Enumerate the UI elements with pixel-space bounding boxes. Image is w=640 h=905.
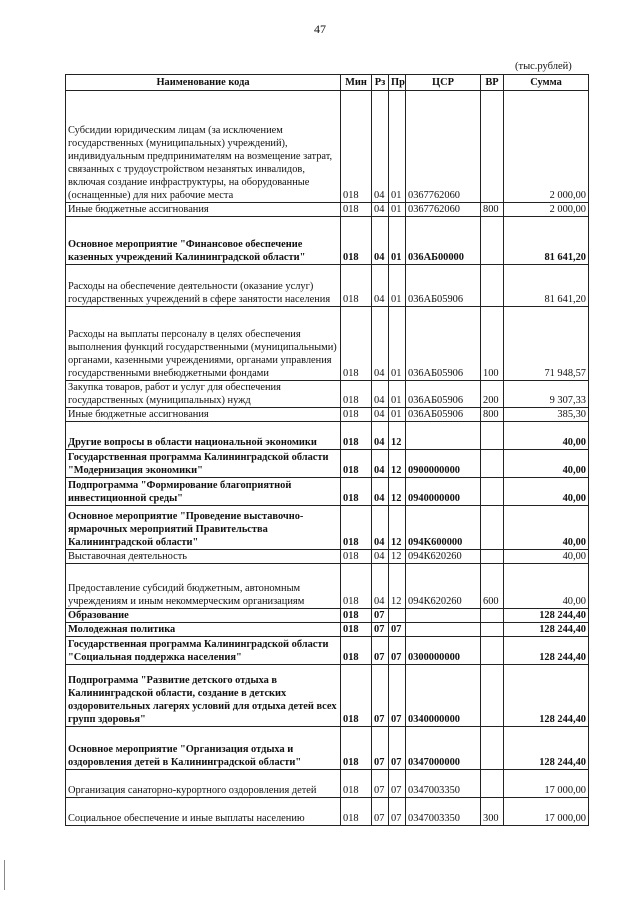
table-row (66, 408, 589, 422)
row-rz: 04 (372, 506, 389, 550)
row-rz: 04 (372, 381, 389, 408)
row-vr (481, 91, 504, 203)
row-name: Основное мероприятие "Финансовое обеспечение казенных учреждений Калининградской области" (66, 217, 341, 265)
row-pr: 12 (389, 478, 406, 506)
row-csr: 0347003350 (406, 770, 481, 798)
row-min: 018 (341, 637, 372, 665)
row-pr: 01 (389, 203, 406, 217)
row-vr (481, 265, 504, 307)
row-rz: 04 (372, 203, 389, 217)
row-rz: 07 (372, 609, 389, 623)
table-row (66, 422, 589, 450)
row-vr (481, 623, 504, 637)
row-rz: 07 (372, 623, 389, 637)
row-vr (481, 770, 504, 798)
row-pr: 12 (389, 506, 406, 550)
row-csr: 0367762060 (406, 91, 481, 203)
row-min: 018 (341, 450, 372, 478)
row-rz: 04 (372, 550, 389, 564)
row-vr (481, 422, 504, 450)
row-min: 018 (341, 506, 372, 550)
row-csr: 094К620260 (406, 564, 481, 609)
table-row (66, 450, 589, 478)
row-rz: 07 (372, 770, 389, 798)
header-csr: ЦСР (406, 75, 481, 91)
row-min: 018 (341, 550, 372, 564)
row-vr: 100 (481, 307, 504, 381)
row-sum: 17 000,00 (504, 798, 589, 826)
row-name: Закупка товаров, работ и услуг для обеспечения государственных (муниципальных) нужд (66, 381, 341, 408)
row-pr: 01 (389, 217, 406, 265)
row-vr: 300 (481, 798, 504, 826)
row-vr (481, 665, 504, 727)
row-name: Организация санаторно-курортного оздоровления детей (66, 770, 341, 798)
row-name: Подпрограмма "Формирование благоприятной инвестиционной среды" (66, 478, 341, 506)
row-vr (481, 217, 504, 265)
row-sum: 81 641,20 (504, 265, 589, 307)
row-pr: 01 (389, 91, 406, 203)
row-sum: 385,30 (504, 408, 589, 422)
header-pr: Пр (389, 75, 406, 91)
table-row (66, 550, 589, 564)
row-vr (481, 506, 504, 550)
row-name: Социальное обеспечение и иные выплаты населению (66, 798, 341, 826)
row-min: 018 (341, 623, 372, 637)
row-rz: 04 (372, 265, 389, 307)
row-pr: 01 (389, 307, 406, 381)
row-name: Основное мероприятие "Проведение выставочно-ярмарочных мероприятий Правительства Калининградской области" (66, 506, 341, 550)
row-name: Расходы на обеспечение деятельности (оказание услуг) государственных учреждений в сфере занятости населения (66, 265, 341, 307)
row-sum: 128 244,40 (504, 665, 589, 727)
table-row (66, 727, 589, 770)
row-vr (481, 478, 504, 506)
table-row (66, 478, 589, 506)
row-pr: 12 (389, 564, 406, 609)
row-min: 018 (341, 564, 372, 609)
row-sum: 40,00 (504, 478, 589, 506)
table-row (66, 623, 589, 637)
row-min: 018 (341, 203, 372, 217)
row-min: 018 (341, 307, 372, 381)
row-sum: 128 244,40 (504, 623, 589, 637)
row-min: 018 (341, 609, 372, 623)
row-name: Основное мероприятие "Организация отдыха и оздоровления детей в Калининградской области" (66, 727, 341, 770)
row-min: 018 (341, 265, 372, 307)
row-pr: 07 (389, 727, 406, 770)
header-sum: Сумма (504, 75, 589, 91)
table-row (66, 91, 589, 203)
row-rz: 04 (372, 408, 389, 422)
row-csr: 0347000000 (406, 727, 481, 770)
row-vr: 800 (481, 408, 504, 422)
row-rz: 07 (372, 798, 389, 826)
row-min: 018 (341, 770, 372, 798)
row-csr: 036АБ00000 (406, 217, 481, 265)
row-csr: 0900000000 (406, 450, 481, 478)
row-csr: 0340000000 (406, 665, 481, 727)
row-sum: 40,00 (504, 422, 589, 450)
scan-margin-mark (4, 860, 5, 890)
row-pr: 07 (389, 770, 406, 798)
row-min: 018 (341, 217, 372, 265)
row-csr: 0347003350 (406, 798, 481, 826)
row-pr (389, 609, 406, 623)
row-rz: 04 (372, 564, 389, 609)
row-min: 018 (341, 422, 372, 450)
row-pr: 12 (389, 422, 406, 450)
row-pr: 01 (389, 265, 406, 307)
row-min: 018 (341, 381, 372, 408)
row-min: 018 (341, 727, 372, 770)
row-vr (481, 550, 504, 564)
row-pr: 07 (389, 623, 406, 637)
row-pr: 01 (389, 408, 406, 422)
table-row (66, 637, 589, 665)
row-name: Иные бюджетные ассигнования (66, 408, 341, 422)
table-row (66, 217, 589, 265)
row-rz: 04 (372, 91, 389, 203)
table-row (66, 203, 589, 217)
row-csr (406, 422, 481, 450)
row-name: Другие вопросы в области национальной экономики (66, 422, 341, 450)
row-sum: 128 244,40 (504, 727, 589, 770)
row-sum: 71 948,57 (504, 307, 589, 381)
row-csr: 036АБ05906 (406, 381, 481, 408)
row-min: 018 (341, 478, 372, 506)
row-pr: 07 (389, 665, 406, 727)
row-min: 018 (341, 665, 372, 727)
table-row (66, 381, 589, 408)
table-row (66, 609, 589, 623)
row-vr: 200 (481, 381, 504, 408)
row-min: 018 (341, 91, 372, 203)
row-name: Подпрограмма "Развитие детского отдыха в Калининградской области, создание в детских оздоровительных лагерях условий для отдыха детей всех групп здоровья" (66, 665, 341, 727)
row-name: Государственная программа Калининградской области "Социальная поддержка населения" (66, 637, 341, 665)
row-min: 018 (341, 798, 372, 826)
row-sum: 2 000,00 (504, 91, 589, 203)
row-name: Образование (66, 609, 341, 623)
row-csr: 036АБ05906 (406, 408, 481, 422)
row-sum: 9 307,33 (504, 381, 589, 408)
header-min: Мин (341, 75, 372, 91)
row-csr: 0300000000 (406, 637, 481, 665)
row-vr (481, 609, 504, 623)
row-name: Иные бюджетные ассигнования (66, 203, 341, 217)
row-vr (481, 450, 504, 478)
table-row (66, 506, 589, 550)
table-row (66, 307, 589, 381)
row-name: Субсидии юридическим лицам (за исключением государственных (муниципальных) учреждений), индивидуальным предпринимателям на возмещение затрат, связанных с трудоустройством незанятых инвалидов, включая создание инфраструктуры, на оборудованные (оснащенные) для них рабочие места (66, 91, 341, 203)
row-rz: 04 (372, 478, 389, 506)
row-name: Выставочная деятельность (66, 550, 341, 564)
row-pr: 12 (389, 550, 406, 564)
row-pr: 12 (389, 450, 406, 478)
table-header-row (66, 75, 589, 91)
row-csr (406, 609, 481, 623)
table-row (66, 265, 589, 307)
table-row (66, 564, 589, 609)
row-sum: 40,00 (504, 450, 589, 478)
row-sum: 128 244,40 (504, 609, 589, 623)
row-vr: 600 (481, 564, 504, 609)
row-sum: 2 000,00 (504, 203, 589, 217)
row-csr: 0940000000 (406, 478, 481, 506)
row-name: Предоставление субсидий бюджетным, автономным учреждениям и иным некоммерческим организациям (66, 564, 341, 609)
row-pr: 07 (389, 637, 406, 665)
row-csr: 094К600000 (406, 506, 481, 550)
row-vr: 800 (481, 203, 504, 217)
row-csr (406, 623, 481, 637)
header-name: Наименование кода (66, 75, 341, 91)
row-rz: 04 (372, 422, 389, 450)
row-rz: 07 (372, 637, 389, 665)
row-sum: 40,00 (504, 506, 589, 550)
row-sum: 81 641,20 (504, 217, 589, 265)
row-min: 018 (341, 408, 372, 422)
row-rz: 07 (372, 665, 389, 727)
budget-table (65, 74, 589, 826)
row-csr: 036АБ05906 (406, 307, 481, 381)
row-rz: 04 (372, 307, 389, 381)
table-row (66, 798, 589, 826)
row-rz: 07 (372, 727, 389, 770)
row-csr: 0367762060 (406, 203, 481, 217)
row-sum: 128 244,40 (504, 637, 589, 665)
row-name: Государственная программа Калининградской области "Модернизация экономики" (66, 450, 341, 478)
row-name: Расходы на выплаты персоналу в целях обеспечения выполнения функций государственными (муниципальными) органами, казенными учреждениями, органами управления государственными внебюджетными фондами (66, 307, 341, 381)
row-name: Молодежная политика (66, 623, 341, 637)
row-csr: 036АБ05906 (406, 265, 481, 307)
table-row (66, 665, 589, 727)
table-row (66, 770, 589, 798)
row-pr: 01 (389, 381, 406, 408)
header-rz: Рз (372, 75, 389, 91)
row-sum: 40,00 (504, 564, 589, 609)
row-vr (481, 637, 504, 665)
header-vr: ВР (481, 75, 504, 91)
units-label: (тыс.рублей) (515, 61, 572, 72)
page-number: 47 (314, 22, 326, 36)
row-vr (481, 727, 504, 770)
row-sum: 40,00 (504, 550, 589, 564)
row-sum: 17 000,00 (504, 770, 589, 798)
row-pr: 07 (389, 798, 406, 826)
row-rz: 04 (372, 217, 389, 265)
row-csr: 094К620260 (406, 550, 481, 564)
row-rz: 04 (372, 450, 389, 478)
